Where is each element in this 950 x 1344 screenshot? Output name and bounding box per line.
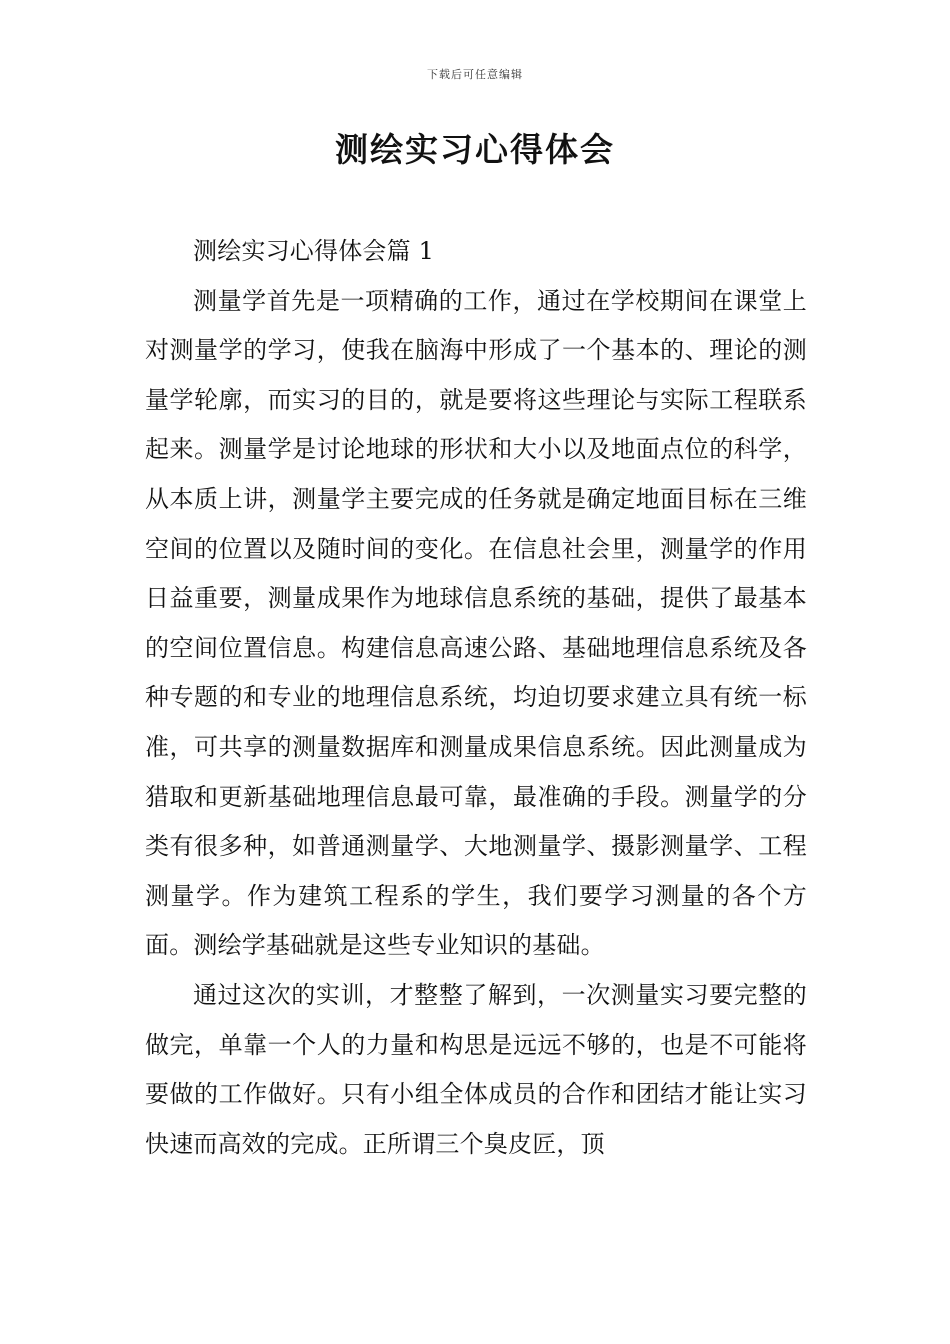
section-heading: 测绘实习心得体会篇 1 [193,237,435,265]
document-title: 测绘实习心得体会 [335,130,615,169]
document-body [145,227,807,1169]
paragraph-2: 通过这次的实训，才整整了解到，一次测量实习要完整的做完，单靠一个人的力量和构思是远远不够的，也是不可能将要做的工作做好。只有小组全体成员的合作和团结才能让实习快速而高效的完成。正所谓三个臭皮匠，顶 [145,980,807,1158]
paragraph-1: 测量学首先是一项精确的工作，通过在学校期间在课堂上对测量学的学习，使我在脑海中形成了一个基本的、理论的测量学轮廓，而实习的目的，就是要将这些理论与实际工程联系起来。测量学是讨论地球的形状和大小以及地面点位的科学，从本质上讲，测量学主要完成的任务就是确定地面目标在三维空间的位置以及随时间的变化。在信息社会里，测量学的作用日益重要，测量成果作为地球信息系统的基础，提供了最基本的空间位置信息。构建信息高速公路、基础地理信息系统及各种专题的和专业的地理信息系统，均迫切要求建立具有统一标准，可共享的测量数据库和测量成果信息系统。因此测量成为猎取和更新基础地理信息最可靠，最准确的手段。测量学的分类有很多种，如普通测量学、大地测量学、摄影测量学、工程测量学。作为建筑工程系的学生，我们要学习测量的各个方面。测绘学基础就是这些专业知识的基础。 [145,286,807,960]
header-note: 下载后可任意编辑 [427,68,523,81]
